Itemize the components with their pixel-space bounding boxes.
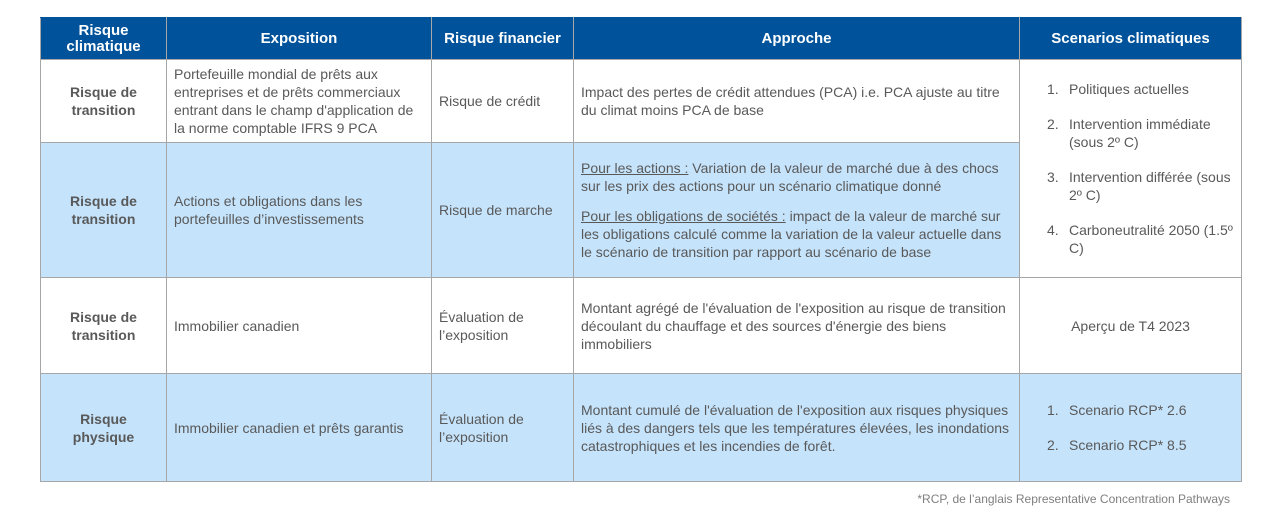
scenario-number: 4. — [1047, 222, 1059, 238]
table-row — [41, 278, 1242, 374]
scenario-item — [1047, 168, 1234, 204]
climate-risk-table — [40, 17, 1242, 482]
financial-risk-cell: Évaluation de l’exposition — [432, 278, 574, 374]
approach-cell: Montant agrégé de l'évaluation de l'exposition au risque de transition découlant du chauffage et des sources d'énergie des biens immobiliers — [574, 278, 1020, 374]
climate-risk-cell: Risque de transition — [41, 143, 167, 278]
scenario-text: Carboneutralité 2050 (1.5º C) — [1069, 222, 1233, 256]
scenario-item — [1047, 115, 1234, 151]
header-climate-risk: Risque climatique — [41, 18, 167, 60]
climate-risk-cell: Risque de transition — [41, 60, 167, 143]
approach-text: impact de la valeur de marché sur les obligations calculé comme la variation de la valeur actuelle dans le scénario de transition par rapport au scénario de base — [581, 208, 1002, 260]
table-row — [41, 60, 1242, 143]
climate-risk-cell: Risque physique — [41, 374, 167, 482]
climate-risk-cell: Risque de transition — [41, 278, 167, 374]
scenario-text: Politiques actuelles — [1069, 81, 1189, 97]
scenario-text: Scenario RCP* 8.5 — [1069, 437, 1187, 453]
header-row — [41, 18, 1242, 60]
financial-risk-cell: Risque de marche — [432, 143, 574, 278]
scenario-number: 2. — [1047, 116, 1059, 132]
scenario-text: Intervention différée (sous 2º C) — [1069, 169, 1231, 203]
exposure-cell: Immobilier canadien et prêts garantis — [167, 374, 432, 482]
scenario-item — [1047, 401, 1234, 419]
approach-cell — [574, 143, 1020, 278]
header-approach: Approche — [574, 18, 1020, 60]
scenario-text: Intervention immédiate (sous 2º C) — [1069, 116, 1211, 150]
header-exposure: Exposition — [167, 18, 432, 60]
scenario-number: 1. — [1047, 81, 1059, 97]
scenario-item — [1047, 221, 1234, 257]
approach-text: Variation de la valeur de marché due à des chocs sur les prix des actions pour un scénario climatique donné — [581, 160, 999, 194]
approach-equities — [581, 159, 1012, 195]
approach-cell: Montant cumulé de l'évaluation de l'exposition aux risques physiques liés à des dangers tels que les températures élevées, les inondations catastrophiques et les incendies de forêt. — [574, 374, 1020, 482]
header-financial-risk: Risque financier — [432, 18, 574, 60]
scenario-item — [1047, 80, 1234, 98]
scenario-text: Scenario RCP* 2.6 — [1069, 402, 1187, 418]
approach-label: Pour les actions : — [581, 160, 689, 176]
scenarios-cell — [1020, 374, 1242, 482]
exposure-cell: Portefeuille mondial de prêts aux entreprises et de prêts commerciaux entrant dans le champ d'application de la norme comptable IFRS 9 PCA — [167, 60, 432, 143]
financial-risk-cell: Risque de crédit — [432, 60, 574, 143]
footnote: *RCP, de l’anglais Representative Concentration Pathways — [917, 492, 1230, 506]
financial-risk-cell: Évaluation de l’exposition — [432, 374, 574, 482]
scenario-number: 2. — [1047, 437, 1059, 453]
scenario-number: 1. — [1047, 402, 1059, 418]
approach-cell: Impact des pertes de crédit attendues (PCA) i.e. PCA ajuste au titre du climat moins PCA de base — [574, 60, 1020, 143]
physical-scenarios-list — [1027, 401, 1234, 454]
scenario-number: 3. — [1047, 169, 1059, 185]
approach-bonds — [581, 207, 1012, 261]
exposure-cell: Actions et obligations dans les portefeuilles d’investissements — [167, 143, 432, 278]
scenarios-cell — [1020, 60, 1242, 278]
exposure-cell: Immobilier canadien — [167, 278, 432, 374]
table-row — [41, 374, 1242, 482]
scenario-item — [1047, 436, 1234, 454]
scenarios-cell: Aperçu de T4 2023 — [1020, 278, 1242, 374]
approach-label: Pour les obligations de sociétés : — [581, 208, 786, 224]
header-climate-scenarios: Scenarios climatiques — [1020, 18, 1242, 60]
transition-scenarios-list — [1027, 80, 1234, 257]
